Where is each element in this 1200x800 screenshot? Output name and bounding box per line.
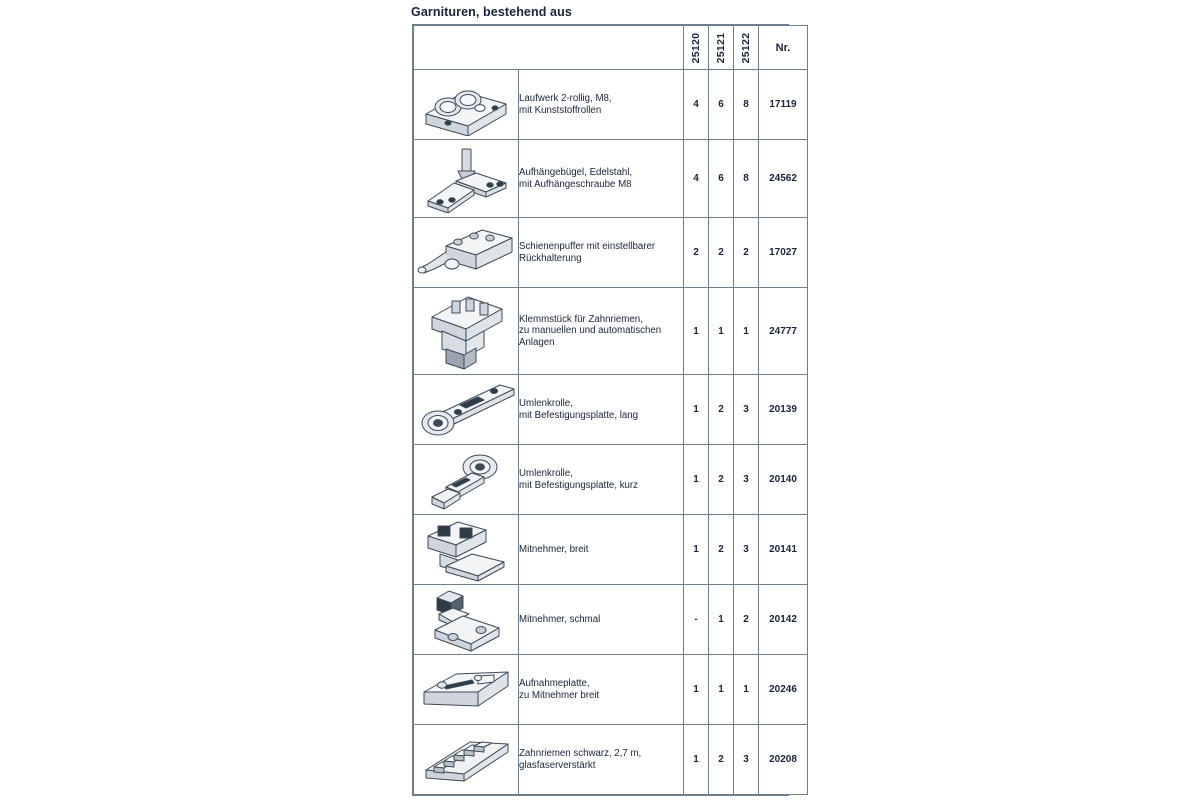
product-image-cell xyxy=(414,375,519,445)
quantity-cell-25121: 6 xyxy=(709,70,734,140)
quantity-cell-25121: 2 xyxy=(709,218,734,288)
quantity-cell-25122: 1 xyxy=(734,655,759,725)
quantity-cell-25120: 1 xyxy=(684,288,709,375)
header-cell-25120 xyxy=(684,26,709,70)
table-row xyxy=(414,218,808,288)
description-line: Umlenkrolle, xyxy=(519,397,573,409)
roller-carriage-icon xyxy=(418,74,514,136)
quantity-cell-25122: 8 xyxy=(734,140,759,218)
article-number-cell: 20140 xyxy=(759,445,808,515)
description-line: mit Befestigungsplatte, lang xyxy=(519,409,639,421)
quantity-cell-25121: 2 xyxy=(709,725,734,795)
quantity-cell-25122: 1 xyxy=(734,288,759,375)
description-line: Laufwerk 2-rollig, M8, xyxy=(519,92,612,104)
table-row xyxy=(414,375,808,445)
description-line: Anlagen xyxy=(519,336,555,348)
quantity-cell-25122: 2 xyxy=(734,218,759,288)
product-description-cell xyxy=(519,655,684,725)
product-image-cell xyxy=(414,445,519,515)
product-image-cell xyxy=(414,288,519,375)
table-row xyxy=(414,725,808,795)
article-number-cell: 24777 xyxy=(759,288,808,375)
quantity-cell-25122: 3 xyxy=(734,725,759,795)
article-number-cell: 24562 xyxy=(759,140,808,218)
header-cell-blank xyxy=(414,26,684,70)
description-line: Aufhängebügel, Edelstahl, xyxy=(519,166,633,178)
header-label-25121: 25121 xyxy=(715,32,727,63)
parts-table-container xyxy=(412,24,797,796)
table-row xyxy=(414,515,808,585)
description-line: Aufnahmeplatte, xyxy=(519,677,590,689)
description-line: Mitnehmer, breit xyxy=(519,543,589,555)
quantity-cell-25120: 1 xyxy=(684,445,709,515)
quantity-cell-25120: 1 xyxy=(684,725,709,795)
suspension-bracket-icon xyxy=(418,145,514,213)
quantity-cell-25120: 4 xyxy=(684,140,709,218)
quantity-cell-25121: 2 xyxy=(709,515,734,585)
quantity-cell-25120: 1 xyxy=(684,375,709,445)
page-title: Garnituren, bestehend aus xyxy=(411,5,572,19)
idler-pulley-short-icon xyxy=(422,447,510,513)
quantity-cell-25121: 1 xyxy=(709,655,734,725)
belt-clamp-icon xyxy=(422,291,510,371)
product-image-cell xyxy=(414,515,519,585)
quantity-cell-25121: 1 xyxy=(709,585,734,655)
header-label-25120: 25120 xyxy=(690,32,702,63)
quantity-cell-25121: 2 xyxy=(709,445,734,515)
description-line: mit Kunststoffrollen xyxy=(519,104,602,116)
quantity-cell-25120: 1 xyxy=(684,655,709,725)
article-number-cell: 17119 xyxy=(759,70,808,140)
idler-pulley-long-icon xyxy=(414,379,518,441)
quantity-cell-25122: 2 xyxy=(734,585,759,655)
toothed-belt-icon xyxy=(418,734,514,786)
header-cell-nr: Nr. xyxy=(759,26,808,70)
product-description-cell xyxy=(519,218,684,288)
product-description-cell xyxy=(519,445,684,515)
table-row xyxy=(414,288,808,375)
description-line: Mitnehmer, schmal xyxy=(519,613,601,625)
article-number-cell: 20246 xyxy=(759,655,808,725)
article-number-cell: 17027 xyxy=(759,218,808,288)
description-line: Klemmstück für Zahnriemen, xyxy=(519,313,643,325)
description-line: Rückhalterung xyxy=(519,252,582,264)
description-line: zu Mitnehmer breit xyxy=(519,689,600,701)
article-number-cell: 20142 xyxy=(759,585,808,655)
product-image-cell xyxy=(414,218,519,288)
table-row xyxy=(414,445,808,515)
quantity-cell-25121: 2 xyxy=(709,375,734,445)
description-line: mit Befestigungsplatte, kurz xyxy=(519,479,638,491)
table-header xyxy=(414,26,808,70)
article-number-cell: 20208 xyxy=(759,725,808,795)
mounting-plate-icon xyxy=(416,662,516,718)
quantity-cell-25122: 3 xyxy=(734,445,759,515)
description-line: Zahnriemen schwarz, 2,7 m, xyxy=(519,747,642,759)
table-body xyxy=(414,70,808,795)
product-description-cell xyxy=(519,585,684,655)
description-line: Schienenpuffer mit einstellbarer xyxy=(519,240,656,252)
table-row xyxy=(414,655,808,725)
description-line: Umlenkrolle, xyxy=(519,467,573,479)
quantity-cell-25120: 1 xyxy=(684,515,709,585)
product-image-cell xyxy=(414,140,519,218)
table-row xyxy=(414,70,808,140)
table-row xyxy=(414,140,808,218)
driver-wide-icon xyxy=(420,518,512,582)
product-image-cell xyxy=(414,655,519,725)
quantity-cell-25120: 2 xyxy=(684,218,709,288)
header-cell-25121 xyxy=(709,26,734,70)
product-description-cell xyxy=(519,140,684,218)
product-description-cell xyxy=(519,725,684,795)
driver-narrow-icon xyxy=(423,586,509,654)
article-number-cell: 20141 xyxy=(759,515,808,585)
product-image-cell xyxy=(414,70,519,140)
product-image-cell xyxy=(414,725,519,795)
quantity-cell-25122: 3 xyxy=(734,515,759,585)
parts-table xyxy=(413,25,808,795)
header-row xyxy=(414,26,808,70)
quantity-cell-25122: 3 xyxy=(734,375,759,445)
quantity-cell-25121: 6 xyxy=(709,140,734,218)
header-label-25122: 25122 xyxy=(740,32,752,63)
description-line: mit Aufhängeschraube M8 xyxy=(519,178,632,190)
product-description-cell xyxy=(519,375,684,445)
article-number-cell: 20139 xyxy=(759,375,808,445)
quantity-cell-25120: 4 xyxy=(684,70,709,140)
rail-buffer-icon xyxy=(416,224,516,282)
header-cell-25122 xyxy=(734,26,759,70)
product-description-cell xyxy=(519,70,684,140)
description-line: zu manuellen und automatischen xyxy=(519,325,662,337)
product-description-cell xyxy=(519,515,684,585)
product-image-cell xyxy=(414,585,519,655)
table-row xyxy=(414,585,808,655)
product-description-cell xyxy=(519,288,684,375)
quantity-cell-25122: 8 xyxy=(734,70,759,140)
quantity-cell-25121: 1 xyxy=(709,288,734,375)
quantity-cell-25120: - xyxy=(684,585,709,655)
description-line: glasfaserverstärkt xyxy=(519,759,596,771)
